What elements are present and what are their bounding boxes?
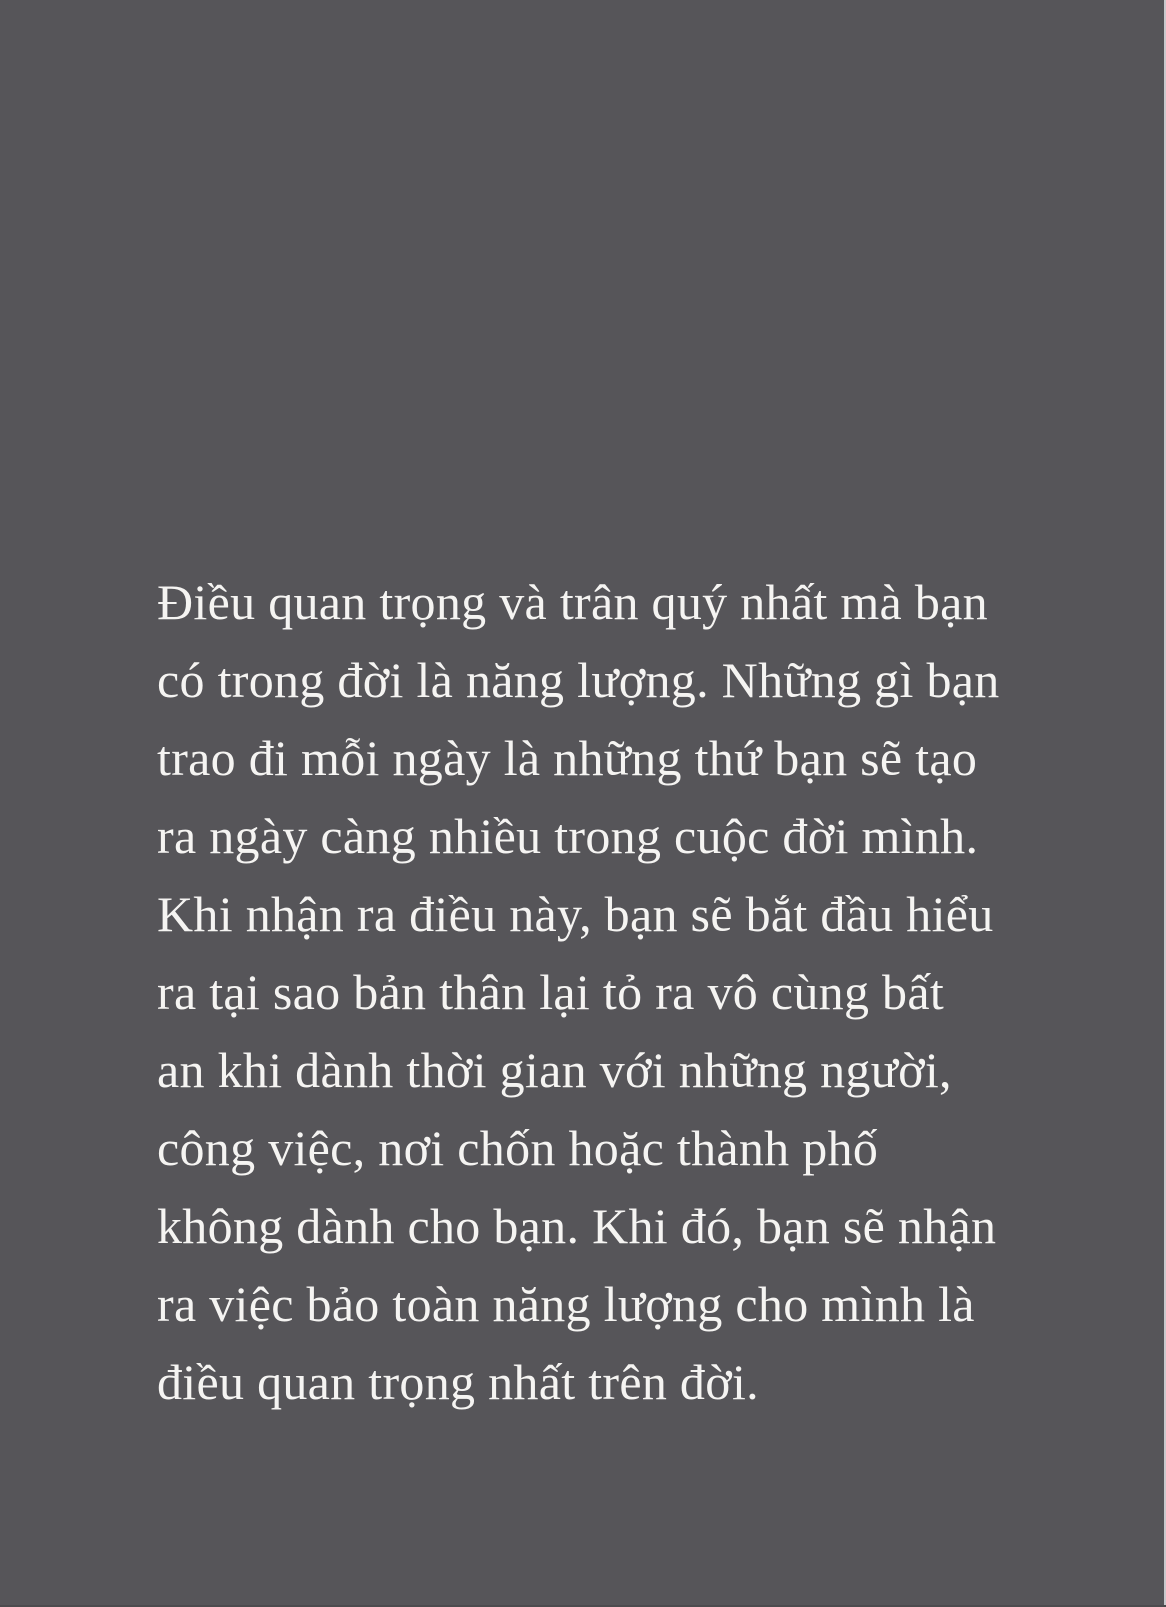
quote-line: có trong đời là năng lượng. Những gì bạn — [157, 652, 1000, 708]
quote-line: không dành cho bạn. Khi đó, bạn sẽ nhận — [157, 1198, 997, 1254]
quote-line: ra tại sao bản thân lại tỏ ra vô cùng bất — [157, 964, 945, 1020]
quote-line: ra việc bảo toàn năng lượng cho mình là — [157, 1276, 975, 1332]
quote-line: Điều quan trọng và trân quý nhất mà bạn — [157, 574, 988, 630]
quote-line: ra ngày càng nhiều trong cuộc đời mình. — [157, 808, 979, 864]
quote-line: công việc, nơi chốn hoặc thành phố — [157, 1120, 879, 1176]
quote-line: trao đi mỗi ngày là những thứ bạn sẽ tạo — [157, 730, 978, 786]
quote-text-block — [157, 563, 1000, 1421]
quote-line: an khi dành thời gian với những người, — [157, 1042, 952, 1098]
quote-line: điều quan trọng nhất trên đời. — [157, 1354, 759, 1410]
quote-line: Khi nhận ra điều này, bạn sẽ bắt đầu hiểu — [157, 886, 994, 942]
